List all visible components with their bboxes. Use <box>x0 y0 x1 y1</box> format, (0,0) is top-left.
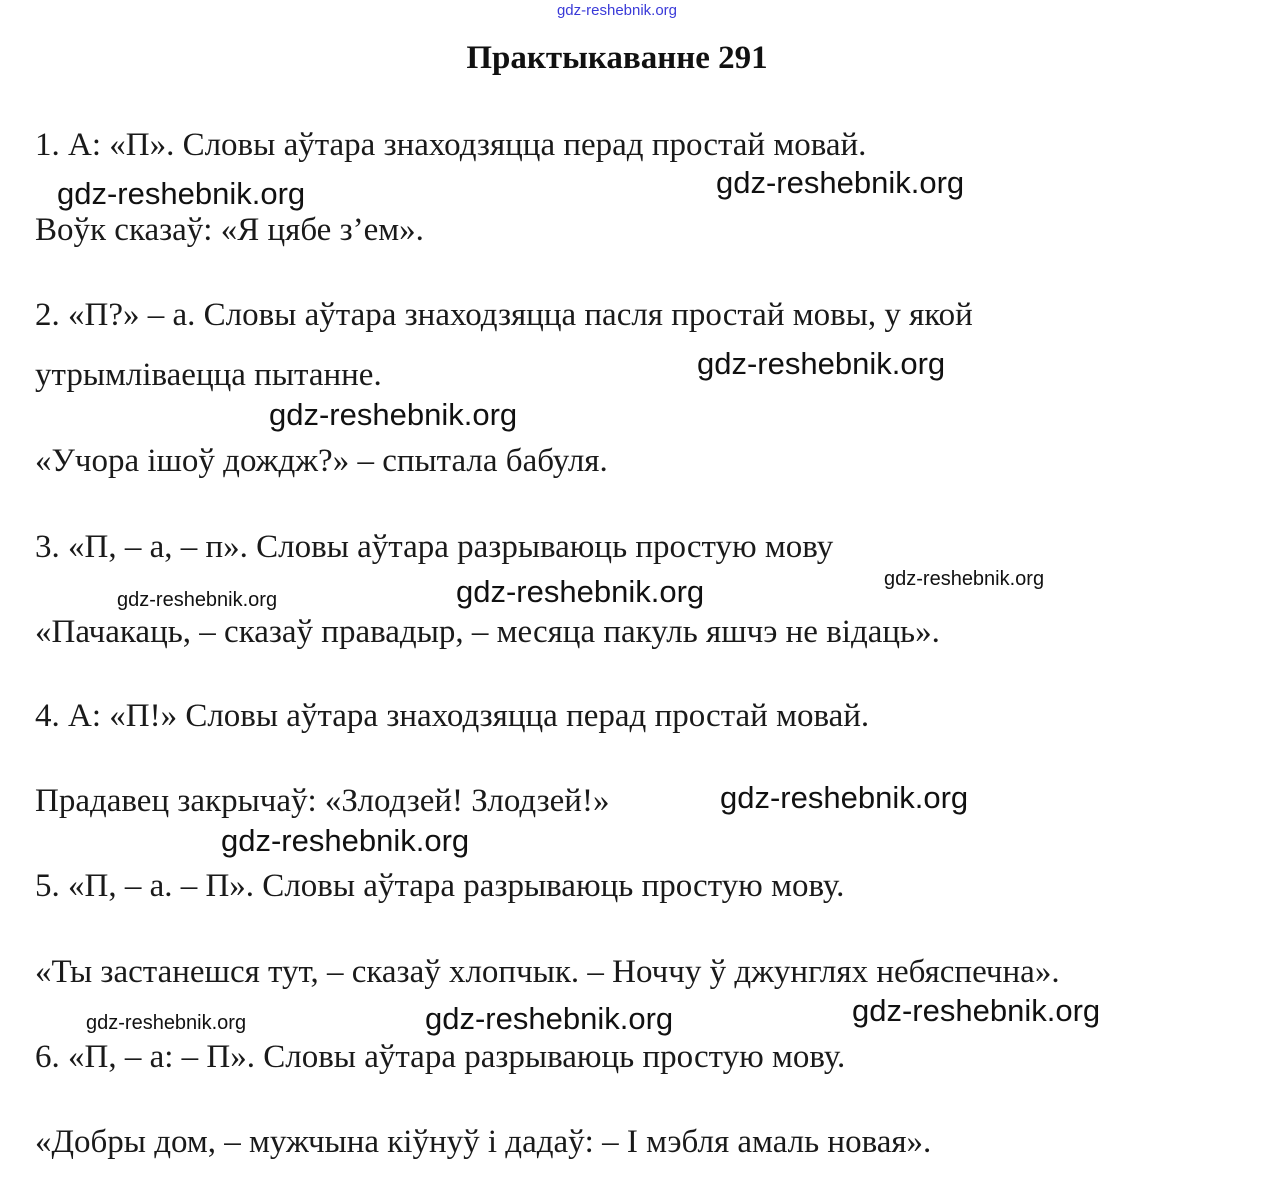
watermark: gdz-reshebnik.org <box>269 397 518 432</box>
watermark: gdz-reshebnik.org <box>456 574 705 609</box>
answer-4-scheme: 4. А: «П!» Словы аўтара знаходзяцца перад простай мовай. <box>35 698 870 734</box>
watermark: gdz-reshebnik.org <box>697 346 946 381</box>
watermark: gdz-reshebnik.org <box>884 568 1045 590</box>
watermark: gdz-reshebnik.org <box>425 1001 674 1036</box>
watermark: gdz-reshebnik.org <box>720 780 969 815</box>
watermark: gdz-reshebnik.org <box>117 589 278 611</box>
watermark: gdz-reshebnik.org <box>57 176 306 211</box>
answer-2-scheme: 2. «П?» – а. Словы аўтара знаходзяцца пасля простай мовы, у якой <box>35 297 973 333</box>
answer-6-example: «Добры дом, – мужчына кіўнуў і дадаў: – І мэбля амаль новая». <box>35 1124 932 1160</box>
answer-1-scheme: 1. А: «П». Словы аўтара знаходзяцца перад простай мовай. <box>35 127 867 163</box>
watermark: gdz-reshebnik.org <box>852 993 1101 1028</box>
header-watermark: gdz-reshebnik.org <box>556 2 678 19</box>
answer-3-example: «Пачакаць, – сказаў правадыр, – месяца пакуль яшчэ не відаць». <box>35 614 940 650</box>
answer-2-scheme-cont: утрымліваецца пытанне. <box>35 357 382 393</box>
answer-5-example: «Ты застанешся тут, – сказаў хлопчык. – Ноччу ў джунглях небяспечна». <box>35 954 1060 990</box>
answer-4-example: Прадавец закрычаў: «Злодзей! Злодзей!» <box>35 783 610 819</box>
answer-2-example: «Учора ішоў дождж?» – спытала бабуля. <box>35 443 608 479</box>
answer-1-example: Воўк сказаў: «Я цябе з’ем». <box>35 212 424 248</box>
page-title: Практыкаванне 291 <box>466 40 768 76</box>
answer-3-scheme: 3. «П, – а, – п». Словы аўтара разрываюць простую мову <box>35 529 834 565</box>
answer-6-scheme: 6. «П, – а: – П». Словы аўтара разрываюць простую мову. <box>35 1039 846 1075</box>
answer-5-scheme: 5. «П, – а. – П». Словы аўтара разрываюць простую мову. <box>35 868 845 904</box>
watermark: gdz-reshebnik.org <box>716 165 965 200</box>
watermark: gdz-reshebnik.org <box>221 823 470 858</box>
watermark: gdz-reshebnik.org <box>86 1012 247 1034</box>
